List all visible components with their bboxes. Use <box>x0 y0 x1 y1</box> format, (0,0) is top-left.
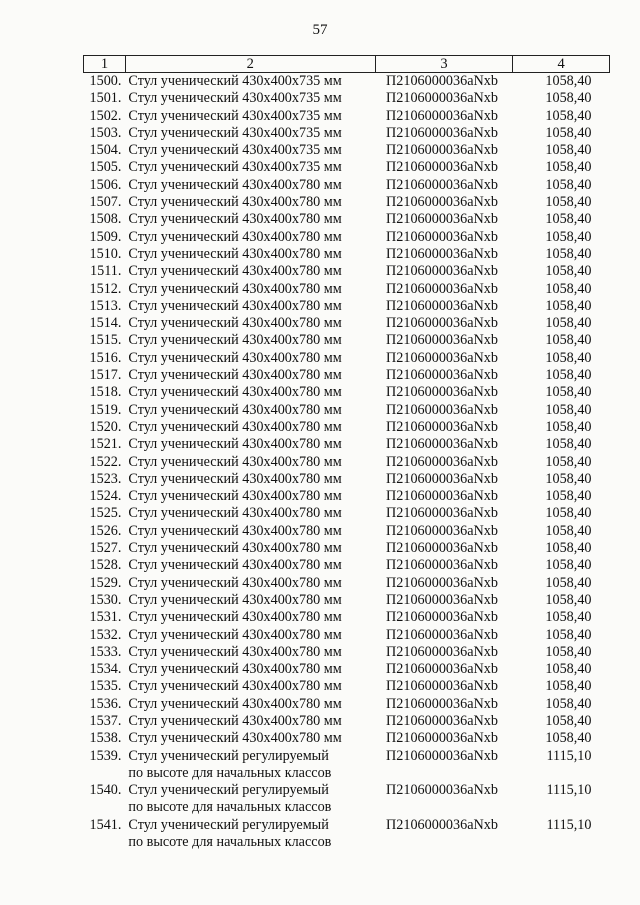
item-name: Стул ученический 430x400x735 мм <box>128 90 342 107</box>
item-code: П2106000036aNxb <box>386 280 498 297</box>
table-row <box>84 332 610 349</box>
item-price: 1058,40 <box>545 505 592 522</box>
item-name: Стул ученический 430x400x780 мм <box>128 436 342 453</box>
table-row <box>84 471 610 488</box>
table-row <box>84 540 610 557</box>
item-price: 1058,40 <box>545 626 592 643</box>
item-code: П2106000036aNxb <box>386 418 498 435</box>
item-code: П2106000036aNxb <box>386 782 498 799</box>
item-name: Стул ученический 430x400x780 мм <box>128 661 342 678</box>
header-row <box>84 56 610 73</box>
table-row <box>84 523 610 540</box>
table-row <box>84 281 610 298</box>
row-number: 1521. <box>89 436 122 453</box>
table-row <box>84 384 610 401</box>
item-name: Стул ученический 430x400x735 мм <box>128 124 342 141</box>
item-name: Стул ученический 430x400x780 мм <box>128 540 342 557</box>
item-name: Стул ученический 430x400x735 мм <box>128 159 342 176</box>
table-row <box>84 125 610 142</box>
item-name-line-2: по высоте для начальных классов <box>128 834 332 851</box>
item-code: П2106000036aNxb <box>386 557 498 574</box>
item-name: Стул ученический 430x400x780 мм <box>128 522 342 539</box>
item-code: П2106000036aNxb <box>386 609 498 626</box>
item-price: 1058,40 <box>545 695 592 712</box>
item-code: П2106000036aNxb <box>386 470 498 487</box>
item-code: П2106000036aNxb <box>386 245 498 262</box>
item-name: Стул ученический 430x400x780 мм <box>128 488 342 505</box>
item-name: Стул ученический 430x400x780 мм <box>128 332 342 349</box>
table-row <box>84 402 610 419</box>
item-price: 1058,40 <box>545 349 592 366</box>
item-code: П2106000036aNxb <box>386 176 498 193</box>
item-code: П2106000036aNxb <box>386 540 498 557</box>
item-price: 1058,40 <box>545 73 592 89</box>
item-name: Стул ученический 430x400x780 мм <box>128 695 342 712</box>
row-number: 1526. <box>89 522 122 539</box>
item-price: 1058,40 <box>545 591 592 608</box>
table-row <box>84 315 610 332</box>
table-row <box>84 419 610 436</box>
item-code: П2106000036aNxb <box>386 297 498 314</box>
item-price: 1058,40 <box>545 176 592 193</box>
item-price: 1058,40 <box>545 367 592 384</box>
table-row <box>84 142 610 159</box>
row-number: 1533. <box>89 643 122 660</box>
table-row <box>84 159 610 176</box>
item-price: 1058,40 <box>545 453 592 470</box>
item-price: 1058,40 <box>545 332 592 349</box>
item-name: Стул ученический 430x400x780 мм <box>128 176 342 193</box>
table-row <box>84 246 610 263</box>
item-name: Стул ученический 430x400x780 мм <box>128 245 342 262</box>
table-row <box>84 108 610 125</box>
item-name: Стул ученический 430x400x735 мм <box>128 107 342 124</box>
row-number: 1504. <box>89 142 122 159</box>
item-code: П2106000036aNxb <box>386 574 498 591</box>
header-col-2: 2 <box>125 56 375 73</box>
item-name: Стул ученический 430x400x780 мм <box>128 228 342 245</box>
item-price: 1115,10 <box>546 747 592 764</box>
item-name: Стул ученический 430x400x780 мм <box>128 643 342 660</box>
item-price: 1058,40 <box>545 384 592 401</box>
item-price: 1058,40 <box>545 661 592 678</box>
item-code: П2106000036aNxb <box>386 678 498 695</box>
item-code: П2106000036aNxb <box>386 194 498 211</box>
table-row <box>84 557 610 574</box>
row-number: 1505. <box>89 159 122 176</box>
table-body <box>84 73 610 852</box>
row-number: 1529. <box>89 574 122 591</box>
inventory-table <box>83 55 610 851</box>
item-price: 1058,40 <box>545 280 592 297</box>
row-number: 1509. <box>89 228 122 245</box>
item-code: П2106000036aNxb <box>386 453 498 470</box>
item-code: П2106000036aNxb <box>386 73 498 89</box>
table-row <box>84 505 610 522</box>
table-row <box>84 713 610 730</box>
item-code: П2106000036aNxb <box>386 695 498 712</box>
item-price: 1058,40 <box>545 540 592 557</box>
item-code: П2106000036aNxb <box>386 522 498 539</box>
item-name: Стул ученический 430x400x780 мм <box>128 349 342 366</box>
item-name: Стул ученический 430x400x780 мм <box>128 211 342 228</box>
row-number: 1534. <box>89 661 122 678</box>
row-number: 1536. <box>89 695 122 712</box>
item-code: П2106000036aNxb <box>386 643 498 660</box>
item-code: П2106000036aNxb <box>386 661 498 678</box>
row-number: 1532. <box>89 626 122 643</box>
item-code: П2106000036aNxb <box>386 747 498 764</box>
row-number: 1514. <box>89 315 122 332</box>
item-price: 1058,40 <box>545 678 592 695</box>
row-number: 1500. <box>89 73 122 89</box>
header-col-3: 3 <box>375 56 513 73</box>
item-code: П2106000036aNxb <box>386 211 498 228</box>
table-row <box>84 454 610 471</box>
item-price: 1058,40 <box>545 159 592 176</box>
table-row <box>84 90 610 107</box>
table-row <box>84 627 610 644</box>
row-number: 1535. <box>89 678 122 695</box>
table-row <box>84 609 610 626</box>
table-row <box>84 696 610 713</box>
row-number: 1516. <box>89 349 122 366</box>
item-price: 1058,40 <box>545 107 592 124</box>
item-name-line-1: Стул ученический регулируемый <box>128 816 329 833</box>
item-name: Стул ученический 430x400x780 мм <box>128 505 342 522</box>
table-row <box>84 678 610 695</box>
row-number: 1503. <box>89 124 122 141</box>
item-price: 1058,40 <box>545 194 592 211</box>
header-col-4: 4 <box>513 56 610 73</box>
item-name: Стул ученический 430x400x780 мм <box>128 678 342 695</box>
item-price: 1058,40 <box>545 436 592 453</box>
item-price: 1058,40 <box>545 90 592 107</box>
item-name-line-1: Стул ученический регулируемый <box>128 747 329 764</box>
item-name: Стул ученический 430x400x780 мм <box>128 263 342 280</box>
item-name: Стул ученический 430x400x780 мм <box>128 297 342 314</box>
table-row <box>84 644 610 661</box>
item-price: 1058,40 <box>545 470 592 487</box>
item-code: П2106000036aNxb <box>386 436 498 453</box>
row-number: 1530. <box>89 591 122 608</box>
row-number: 1519. <box>89 401 122 418</box>
item-price: 1058,40 <box>545 418 592 435</box>
table-row <box>84 298 610 315</box>
item-price: 1058,40 <box>545 730 592 747</box>
item-name-line-2: по высоте для начальных классов <box>128 799 332 816</box>
row-number: 1524. <box>89 488 122 505</box>
item-price: 1058,40 <box>545 263 592 280</box>
table-row <box>84 748 610 783</box>
row-number: 1507. <box>89 194 122 211</box>
item-name: Стул ученический 430x400x780 мм <box>128 626 342 643</box>
table-row <box>84 73 610 91</box>
item-code: П2106000036aNxb <box>386 142 498 159</box>
item-price: 1058,40 <box>545 643 592 660</box>
table-row <box>84 817 610 852</box>
row-number: 1517. <box>89 367 122 384</box>
item-price: 1058,40 <box>545 712 592 729</box>
table-row <box>84 194 610 211</box>
item-code: П2106000036aNxb <box>386 626 498 643</box>
row-number: 1539. <box>89 747 122 764</box>
item-name: Стул ученический 430x400x780 мм <box>128 609 342 626</box>
item-name <box>125 748 375 783</box>
row-number: 1513. <box>89 297 122 314</box>
item-price: 1058,40 <box>545 211 592 228</box>
row-number: 1515. <box>89 332 122 349</box>
row-number: 1525. <box>89 505 122 522</box>
item-price: 1058,40 <box>545 245 592 262</box>
item-code: П2106000036aNxb <box>386 488 498 505</box>
item-code: П2106000036aNxb <box>386 263 498 280</box>
item-code: П2106000036aNxb <box>386 505 498 522</box>
table-row <box>84 350 610 367</box>
item-code: П2106000036aNxb <box>386 367 498 384</box>
row-number: 1537. <box>89 712 122 729</box>
item-name: Стул ученический 430x400x780 мм <box>128 418 342 435</box>
row-number: 1540. <box>89 782 122 799</box>
row-number: 1518. <box>89 384 122 401</box>
item-price: 1058,40 <box>545 228 592 245</box>
item-code: П2106000036aNxb <box>386 315 498 332</box>
item-price: 1058,40 <box>545 297 592 314</box>
row-number: 1528. <box>89 557 122 574</box>
item-price: 1058,40 <box>545 522 592 539</box>
item-name: Стул ученический 430x400x780 мм <box>128 367 342 384</box>
item-code: П2106000036aNxb <box>386 730 498 747</box>
table-row <box>84 263 610 280</box>
item-code: П2106000036aNxb <box>386 159 498 176</box>
row-number: 1501. <box>89 90 122 107</box>
item-price: 1115,10 <box>546 782 592 799</box>
item-price: 1058,40 <box>545 124 592 141</box>
table-row <box>84 661 610 678</box>
table-row <box>84 730 610 747</box>
table-row <box>84 177 610 194</box>
row-number: 1541. <box>89 816 122 833</box>
table-row <box>84 782 610 817</box>
item-name: Стул ученический 430x400x780 мм <box>128 384 342 401</box>
item-price: 1058,40 <box>545 488 592 505</box>
row-number: 1512. <box>89 280 122 297</box>
table-header <box>84 56 610 73</box>
row-number: 1508. <box>89 211 122 228</box>
item-name: Стул ученический 430x400x780 мм <box>128 712 342 729</box>
item-code: П2106000036aNxb <box>386 124 498 141</box>
item-name: Стул ученический 430x400x780 мм <box>128 401 342 418</box>
row-number: 1511. <box>90 263 122 280</box>
item-price: 1058,40 <box>545 557 592 574</box>
item-price: 1058,40 <box>545 142 592 159</box>
row-number: 1506. <box>89 176 122 193</box>
item-name: Стул ученический 430x400x735 мм <box>128 73 342 89</box>
row-number: 1527. <box>89 540 122 557</box>
item-name: Стул ученический 430x400x780 мм <box>128 315 342 332</box>
table-row <box>84 575 610 592</box>
item-name: Стул ученический 430x400x780 мм <box>128 730 342 747</box>
table-row <box>84 436 610 453</box>
item-code: П2106000036aNxb <box>386 401 498 418</box>
item-code: П2106000036aNxb <box>386 349 498 366</box>
table-row <box>84 592 610 609</box>
item-price: 1058,40 <box>545 315 592 332</box>
page-number: 57 <box>312 22 328 38</box>
row-number: 1502. <box>89 107 122 124</box>
item-name: Стул ученический 430x400x780 мм <box>128 280 342 297</box>
item-code: П2106000036aNxb <box>386 107 498 124</box>
item-price: 1058,40 <box>545 574 592 591</box>
table-row <box>84 211 610 228</box>
item-name: Стул ученический 430x400x780 мм <box>128 470 342 487</box>
item-code: П2106000036aNxb <box>386 712 498 729</box>
item-name: Стул ученический 430x400x780 мм <box>128 557 342 574</box>
row-number: 1531. <box>89 609 122 626</box>
row-number: 1520. <box>89 418 122 435</box>
item-code: П2106000036aNxb <box>386 384 498 401</box>
item-name: Стул ученический 430x400x780 мм <box>128 574 342 591</box>
item-name-line-2: по высоте для начальных классов <box>128 764 332 781</box>
row-number: 1523. <box>89 470 122 487</box>
item-name: Стул ученический 430x400x780 мм <box>128 453 342 470</box>
item-price: 1058,40 <box>545 401 592 418</box>
row-number: 1538. <box>89 730 122 747</box>
item-code: П2106000036aNxb <box>386 332 498 349</box>
item-code: П2106000036aNxb <box>386 90 498 107</box>
table-row <box>84 229 610 246</box>
item-code: П2106000036aNxb <box>386 228 498 245</box>
item-code: П2106000036aNxb <box>386 591 498 608</box>
table-row <box>84 488 610 505</box>
row-number: 1510. <box>89 245 122 262</box>
item-code: П2106000036aNxb <box>386 816 498 833</box>
item-name-line-1: Стул ученический регулируемый <box>128 782 329 799</box>
item-name <box>125 817 375 852</box>
item-name <box>125 782 375 817</box>
row-number: 1522. <box>89 453 122 470</box>
item-name: Стул ученический 430x400x780 мм <box>128 194 342 211</box>
item-price: 1058,40 <box>545 609 592 626</box>
header-col-1: 1 <box>84 56 126 73</box>
item-name: Стул ученический 430x400x735 мм <box>128 142 342 159</box>
table-row <box>84 367 610 384</box>
item-name: Стул ученический 430x400x780 мм <box>128 591 342 608</box>
item-price: 1115,10 <box>546 816 592 833</box>
